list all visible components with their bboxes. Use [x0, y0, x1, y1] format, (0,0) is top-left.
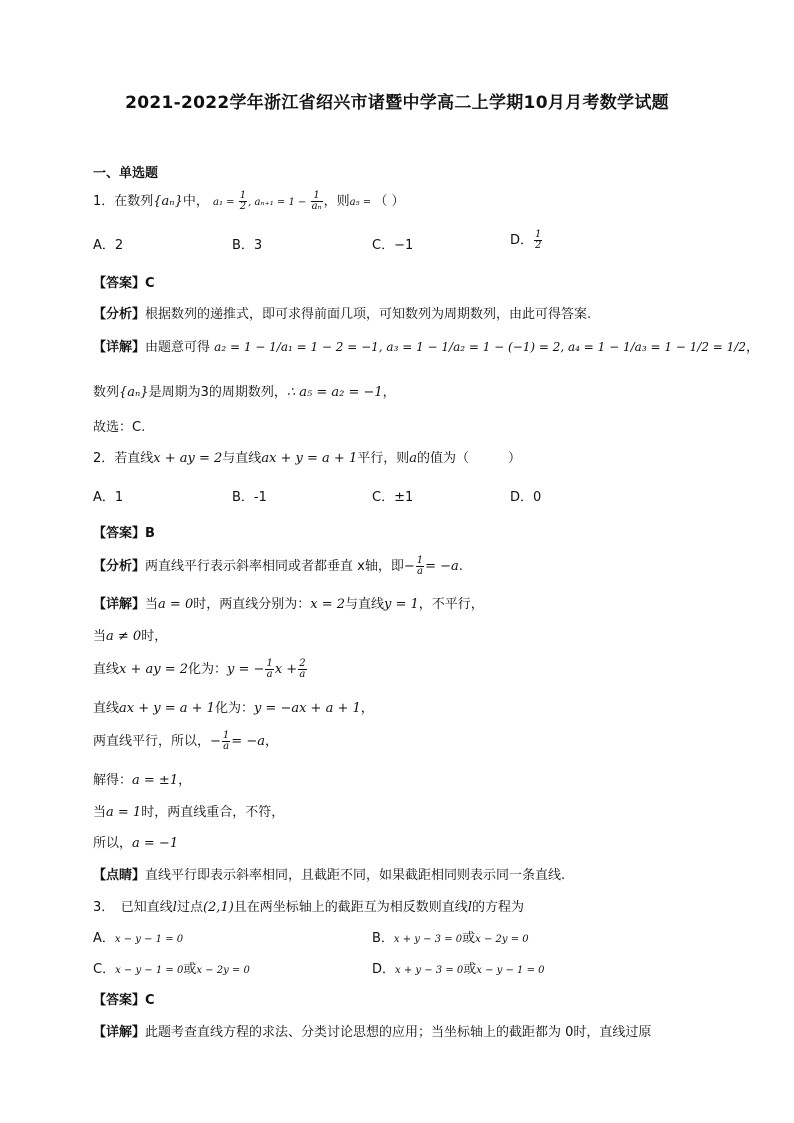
q1-cond-a: a₁ =: [213, 197, 238, 208]
q3-option-d: D．x + y − 3 = 0或x − y − 1 = 0: [372, 962, 545, 977]
section-heading: 一、单选题: [93, 166, 159, 181]
q3-option-c: C．x − y − 1 = 0或x − 2y = 0: [93, 962, 250, 977]
q2-option-c: C．±1: [372, 490, 414, 505]
q1-choose: 故选：C.: [93, 420, 146, 435]
q2-option-d: D．0: [510, 490, 542, 505]
q3-option-a: A．x − y − 1 = 0: [93, 931, 184, 946]
q1-stem-mid: 中，: [182, 194, 209, 209]
q1-answer: 【答案】C: [93, 276, 155, 291]
q1-option-b: B．3: [232, 238, 263, 253]
document-title: 2021-2022学年浙江省绍兴市诸暨中学高二上学期10月月考数学试题: [125, 93, 669, 113]
q3-stem: 3． 已知直线l过点(2,1)且在两坐标轴上的截距互为相反数则直线l的方程为: [93, 900, 524, 915]
q1-option-c: C．−1: [372, 238, 414, 253]
q3-option-b: B．x + y − 3 = 0或x − 2y = 0: [372, 931, 529, 946]
q3-detail: 【详解】此题考查直线方程的求法、分类讨论思想的应用；当坐标轴上的截距都为 0时，直线过原: [93, 1025, 652, 1040]
q1-detail: 【详解】由题意可得 a₂ = 1 − 1/a₁ = 1 − 2 = −1, a₃ = 1 − 1/a₂ = 1 − (−1) = 2, a₄ = 1 − 1/a₃ = 1 − 1/2 = 1/2，: [93, 340, 759, 355]
q2-detail-1: 【详解】当a = 0时，两直线分别为：x = 2与直线y = 1，不平行，: [93, 597, 484, 612]
q1-stem-pre: 1．在数列: [93, 194, 154, 209]
q2-detail-8: 所以，a = −1: [93, 836, 179, 851]
q2-option-b: B．-1: [232, 490, 267, 505]
q1-detail-math: a₂ = 1 − 1/a₁ = 1 − 2 = −1, a₃ = 1 − 1/a₂ = 1 − (−1) = 2, a₄ = 1 − 1/a₃ = 1 − 1/2 = 1/2: [214, 340, 746, 354]
q2-answer: 【答案】B: [93, 526, 155, 541]
q1-stem-post: ，则: [323, 194, 350, 209]
q2-stem: 2．若直线x + ay = 2与直线ax + y = a + 1平行，则a的值为（ ）: [93, 451, 522, 466]
q1-a5: a₅ =: [349, 197, 375, 208]
q2-detail-4: 直线ax + y = a + 1化为：y = −ax + a + 1，: [93, 701, 374, 716]
q1-cond-b: , aₙ₊₁ = 1 −: [248, 197, 310, 208]
q2-detail-3: 直线x + ay = 2化为：y = − $\frac{1}{a}$ x + $\frac{2}{a}$: [93, 658, 306, 680]
q1-stem-seq: {aₙ}: [153, 194, 183, 209]
q1-option-d: D． $\frac{1}{2}$: [510, 229, 542, 251]
q1-option-a: A．2: [93, 238, 124, 253]
q2-detail-2: 当a ≠ 0时，: [93, 629, 168, 644]
q2-detail-7: 当a = 1时，两直线重合，不符，: [93, 805, 285, 820]
q2-option-a: A．1: [93, 490, 124, 505]
q1-paren: （ ）: [374, 194, 405, 209]
q1-frac-half: $\frac{1}{2}$: [239, 190, 247, 212]
q1-periodic: 数列{aₙ}是周期为3的周期数列，∴ a₅ = a₂ = −1，: [93, 385, 396, 400]
q2-detail-6: 解得：a = ±1，: [93, 773, 192, 788]
q3-answer: 【答案】C: [93, 993, 155, 1008]
q1-stem: [93, 190, 404, 212]
q2-detail-5: 两直线平行，所以，− $\frac{1}{a}$ = −a，: [93, 730, 278, 752]
q1-frac-an: $\frac{1}{\text{aₙ}}$: [311, 190, 322, 212]
q2-point: 【点睛】直线平行即表示斜率相同，且截距不同，如果截距相同则表示同一条直线.: [93, 868, 566, 883]
q1-analysis: 【分析】根据数列的递推式，即可求得前面几项，可知数列为周期数列，由此可得答案.: [93, 307, 592, 322]
q2-analysis: 【分析】两直线平行表示斜率相同或者都垂直 x轴，即− $\frac{1}{a}$ = −a.: [93, 555, 463, 577]
